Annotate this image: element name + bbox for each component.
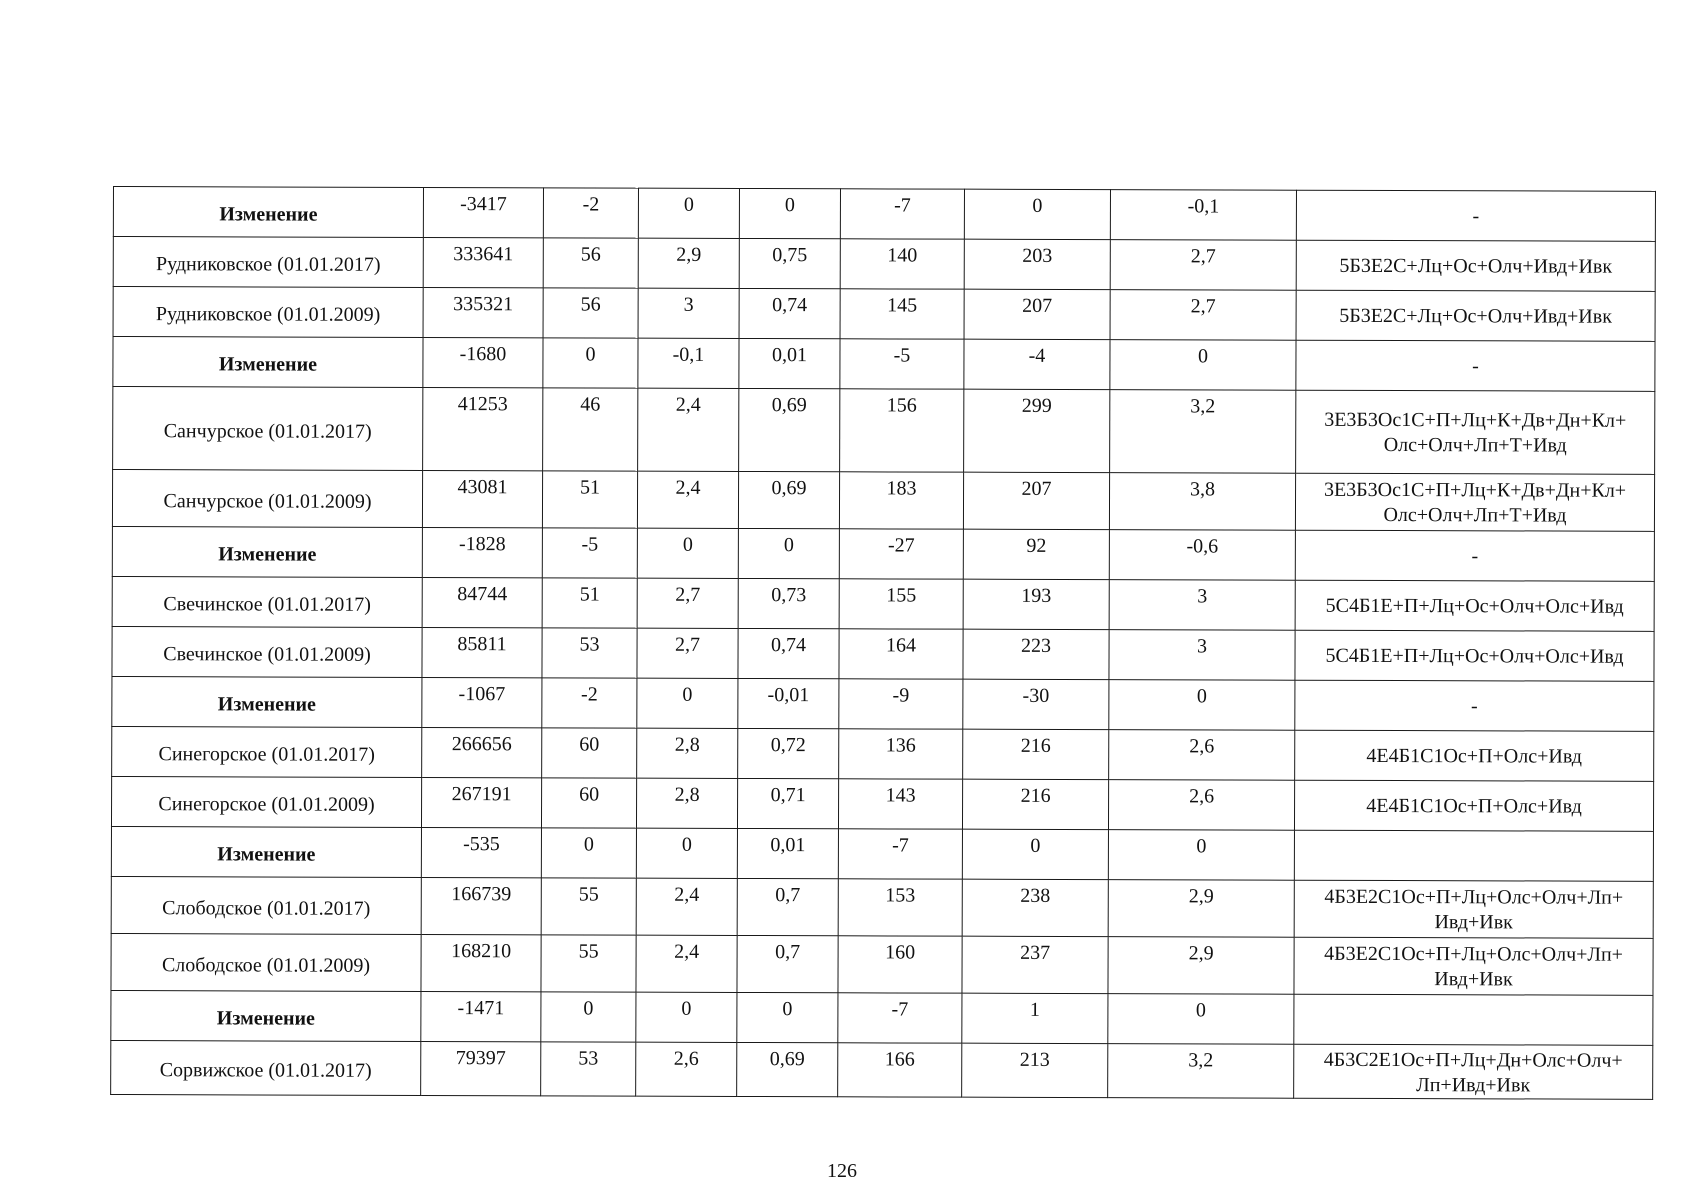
- row-name-cell: Изменение: [112, 676, 422, 727]
- row-name-cell: Слободское (01.01.2017): [111, 876, 421, 934]
- value-cell: 0: [1108, 994, 1294, 1045]
- value-cell: 2,4: [636, 878, 737, 935]
- value-cell: 55: [541, 935, 636, 992]
- value-cell: 0: [638, 188, 739, 238]
- value-cell: 0: [1110, 340, 1296, 391]
- value-cell: 2,9: [638, 238, 739, 288]
- value-cell: 237: [962, 936, 1108, 993]
- value-cell: 0,74: [738, 628, 839, 678]
- value-cell: 0,7: [737, 878, 838, 935]
- composition-cell: 3Е3Б3Ос1С+П+Лц+К+Дв+Дн+Кл+ Олс+Олч+Лп+Т+Ивд: [1296, 390, 1655, 474]
- value-cell: 2,7: [637, 628, 738, 678]
- page-number: 126: [827, 1160, 857, 1182]
- value-cell: 2,4: [637, 471, 738, 528]
- row-name-cell: Слободское (01.01.2009): [111, 933, 421, 991]
- value-cell: 0,01: [737, 828, 838, 878]
- value-cell: -1067: [422, 677, 542, 727]
- value-cell: 0,69: [737, 1042, 838, 1096]
- value-cell: 92: [963, 529, 1109, 579]
- value-cell: 166739: [421, 877, 541, 934]
- value-cell: 0,73: [738, 578, 839, 628]
- table-row: [112, 576, 1654, 631]
- table-row: [111, 776, 1653, 831]
- value-cell: 0: [738, 528, 839, 578]
- table-row: [112, 470, 1654, 532]
- value-cell: 3,8: [1109, 473, 1295, 531]
- value-cell: 0: [739, 188, 840, 238]
- value-cell: 155: [839, 579, 963, 629]
- value-cell: 0,7: [737, 935, 838, 992]
- value-cell: 0,01: [739, 338, 840, 388]
- value-cell: -4: [964, 339, 1110, 389]
- value-cell: 333641: [423, 237, 543, 287]
- value-cell: 0,72: [738, 728, 839, 778]
- value-cell: -2: [543, 188, 638, 238]
- change-row: [111, 990, 1653, 1045]
- value-cell: 153: [838, 879, 962, 936]
- composition-cell: -: [1295, 530, 1654, 581]
- value-cell: 55: [541, 878, 636, 935]
- composition-cell: 5С4Б1Е+П+Лц+Ос+Олч+Олс+Ивд: [1295, 630, 1654, 681]
- value-cell: 0: [962, 829, 1108, 879]
- composition-cell: 3Е3Б3Ос1С+П+Лц+К+Дв+Дн+Кл+ Олс+Олч+Лп+Т+Ивд: [1295, 473, 1654, 531]
- value-cell: 2,7: [637, 578, 738, 628]
- value-cell: -1828: [422, 527, 542, 577]
- composition-cell: 5Б3Е2С+Лц+Ос+Олч+Ивд+Ивк: [1296, 290, 1655, 341]
- table-row: [111, 876, 1653, 938]
- value-cell: 299: [964, 389, 1110, 472]
- row-name-cell: Синегорское (01.01.2017): [112, 726, 422, 777]
- value-cell: 46: [543, 388, 638, 471]
- composition-cell: 4Е4Б1С1Ос+П+Олс+Ивд: [1294, 780, 1653, 831]
- value-cell: 51: [542, 578, 637, 628]
- row-name-cell: Рудниковское (01.01.2017): [113, 237, 423, 288]
- table-row: [113, 237, 1655, 292]
- value-cell: 0: [737, 992, 838, 1042]
- table-row: [112, 626, 1654, 681]
- value-cell: -2: [542, 678, 637, 728]
- composition-cell: 5С4Б1Е+П+Лц+Ос+Олч+Олс+Ивд: [1295, 580, 1654, 631]
- change-row: [112, 526, 1654, 581]
- value-cell: 2,8: [637, 728, 738, 778]
- composition-cell: 4Б3Е2С1Ос+П+Лц+Олс+Олч+Лп+ Ивд+Ивк: [1294, 937, 1653, 995]
- value-cell: 2,9: [1108, 880, 1294, 938]
- value-cell: 2,9: [1108, 937, 1294, 995]
- value-cell: 145: [840, 289, 964, 339]
- value-cell: 0: [637, 528, 738, 578]
- value-cell: 85811: [422, 627, 542, 677]
- value-cell: 164: [839, 629, 963, 679]
- value-cell: 3,2: [1108, 1044, 1294, 1099]
- value-cell: 0: [541, 992, 636, 1042]
- value-cell: 207: [964, 289, 1110, 339]
- change-row: [111, 826, 1653, 881]
- composition-cell: -: [1296, 190, 1655, 241]
- value-cell: -0,01: [738, 678, 839, 728]
- value-cell: 0,75: [739, 238, 840, 288]
- value-cell: 267191: [421, 777, 541, 827]
- value-cell: 56: [543, 238, 638, 288]
- composition-cell: 5Б3Е2С+Лц+Ос+Олч+Ивд+Ивк: [1296, 240, 1655, 291]
- row-name-cell: Санчурское (01.01.2017): [113, 387, 423, 471]
- value-cell: -3417: [423, 187, 543, 237]
- composition-cell: -: [1295, 680, 1654, 731]
- value-cell: 0: [964, 189, 1110, 239]
- change-row: [112, 676, 1654, 731]
- value-cell: -535: [421, 827, 541, 877]
- value-cell: -0,6: [1109, 530, 1295, 581]
- value-cell: 203: [964, 239, 1110, 289]
- row-name-cell: Изменение: [111, 990, 421, 1041]
- value-cell: 193: [963, 579, 1109, 629]
- table-row: [113, 287, 1655, 342]
- value-cell: 51: [542, 471, 637, 528]
- value-cell: 136: [839, 729, 963, 779]
- value-cell: -0,1: [1110, 190, 1296, 241]
- value-cell: -9: [839, 679, 963, 729]
- value-cell: 0: [1108, 830, 1294, 881]
- value-cell: -7: [840, 189, 964, 239]
- value-cell: 3,2: [1110, 390, 1296, 474]
- value-cell: 156: [840, 389, 964, 472]
- value-cell: -30: [963, 679, 1109, 729]
- value-cell: 0: [1109, 680, 1295, 731]
- composition-cell: 4Б3С2Е1Ос+П+Лц+Дн+Олс+Олч+ Лп+Ивд+Ивк: [1294, 1044, 1653, 1099]
- row-name-cell: Изменение: [111, 826, 421, 877]
- value-cell: 56: [543, 288, 638, 338]
- composition-cell: 4Е4Б1С1Ос+П+Олс+Ивд: [1295, 730, 1654, 781]
- change-row: [113, 337, 1655, 392]
- value-cell: -7: [838, 993, 962, 1043]
- value-cell: -1471: [421, 991, 541, 1041]
- value-cell: -7: [838, 829, 962, 879]
- value-cell: 1: [962, 993, 1108, 1043]
- value-cell: -27: [839, 529, 963, 579]
- row-name-cell: Рудниковское (01.01.2009): [113, 287, 423, 338]
- value-cell: 0: [636, 828, 737, 878]
- value-cell: -5: [840, 339, 964, 389]
- composition-cell: [1294, 994, 1653, 1045]
- value-cell: 3: [638, 288, 739, 338]
- value-cell: 2,4: [638, 388, 739, 471]
- value-cell: 183: [839, 472, 963, 529]
- value-cell: 0: [541, 828, 636, 878]
- row-name-cell: Свечинское (01.01.2017): [112, 576, 422, 627]
- value-cell: 0: [636, 992, 737, 1042]
- row-name-cell: Свечинское (01.01.2009): [112, 626, 422, 677]
- value-cell: 3: [1109, 580, 1295, 631]
- row-name-cell: Санчурское (01.01.2009): [112, 470, 422, 528]
- value-cell: -1680: [423, 337, 543, 387]
- value-cell: 0,69: [738, 471, 839, 528]
- value-cell: 0,69: [739, 388, 840, 471]
- value-cell: 216: [962, 779, 1108, 829]
- table-row: [113, 387, 1655, 475]
- value-cell: 60: [542, 728, 637, 778]
- value-cell: 0,74: [739, 288, 840, 338]
- row-name-cell: Сорвижское (01.01.2017): [111, 1040, 421, 1095]
- value-cell: 60: [541, 778, 636, 828]
- value-cell: 2,4: [636, 935, 737, 992]
- data-table: [110, 186, 1656, 1100]
- value-cell: 43081: [422, 470, 542, 527]
- row-name-cell: Изменение: [112, 526, 422, 577]
- value-cell: -0,1: [638, 338, 739, 388]
- table-row: [111, 1040, 1653, 1099]
- value-cell: 84744: [422, 577, 542, 627]
- value-cell: 335321: [423, 287, 543, 337]
- composition-cell: 4Б3Е2С1Ос+П+Лц+Олс+Олч+Лп+ Ивд+Ивк: [1294, 880, 1653, 938]
- value-cell: 2,7: [1110, 240, 1296, 291]
- value-cell: 2,8: [636, 778, 737, 828]
- change-row: [113, 187, 1655, 242]
- value-cell: 2,6: [636, 1042, 737, 1096]
- value-cell: 140: [840, 239, 964, 289]
- row-name-cell: Изменение: [113, 187, 423, 238]
- value-cell: 166: [838, 1043, 962, 1097]
- value-cell: 53: [541, 1042, 636, 1096]
- value-cell: 3: [1109, 630, 1295, 681]
- table-row: [111, 933, 1653, 995]
- value-cell: 0: [543, 338, 638, 388]
- value-cell: 207: [963, 472, 1109, 529]
- value-cell: 53: [542, 628, 637, 678]
- value-cell: 0: [637, 678, 738, 728]
- value-cell: 2,6: [1109, 730, 1295, 781]
- value-cell: 213: [962, 1043, 1108, 1097]
- value-cell: 2,7: [1110, 290, 1296, 341]
- value-cell: -5: [542, 528, 637, 578]
- composition-cell: [1294, 830, 1653, 881]
- value-cell: 0,71: [737, 778, 838, 828]
- value-cell: 143: [838, 779, 962, 829]
- value-cell: 79397: [421, 1041, 541, 1095]
- composition-cell: -: [1296, 340, 1655, 391]
- table-row: [112, 726, 1654, 781]
- value-cell: 266656: [422, 727, 542, 777]
- value-cell: 168210: [421, 934, 541, 991]
- value-cell: 41253: [423, 387, 543, 470]
- row-name-cell: Синегорское (01.01.2009): [111, 776, 421, 827]
- value-cell: 2,6: [1108, 780, 1294, 831]
- value-cell: 160: [838, 936, 962, 993]
- table-body: [111, 187, 1656, 1100]
- row-name-cell: Изменение: [113, 337, 423, 388]
- value-cell: 216: [963, 729, 1109, 779]
- value-cell: 238: [962, 879, 1108, 936]
- value-cell: 223: [963, 629, 1109, 679]
